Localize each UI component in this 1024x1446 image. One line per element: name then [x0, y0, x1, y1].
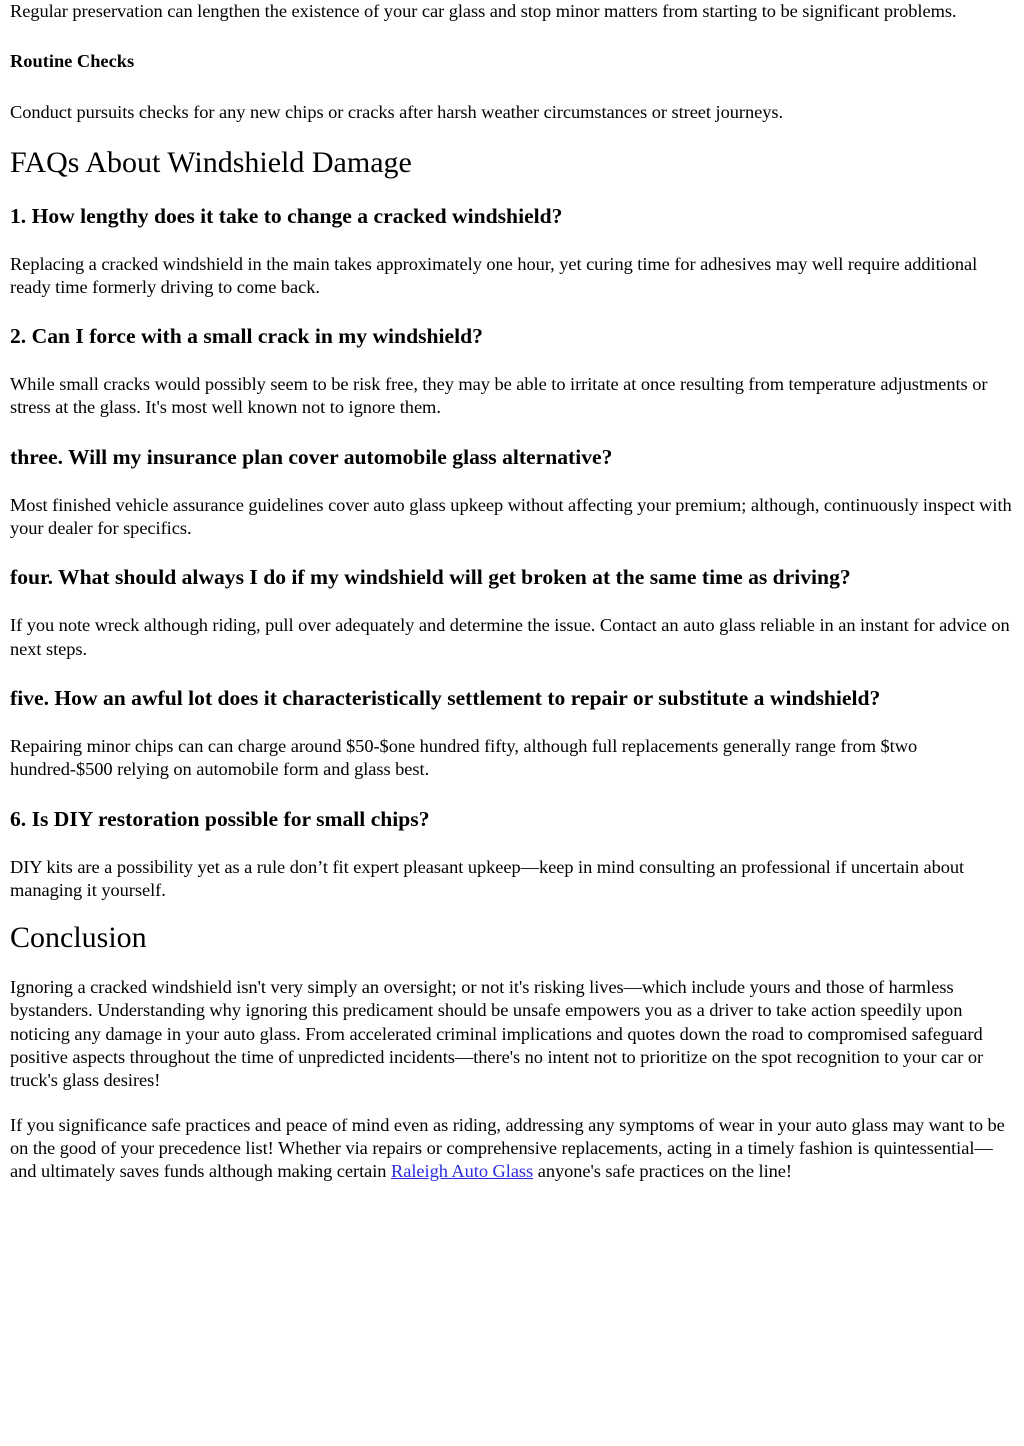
faq-question: 2. Can I force with a small crack in my windshield? [10, 324, 483, 349]
raleigh-auto-glass-link[interactable]: Raleigh Auto Glass [391, 1161, 534, 1182]
conclusion-paragraph-2-text-end: anyone's safe practices on the line! [533, 1161, 792, 1182]
conclusion-heading: Conclusion [10, 921, 147, 955]
faq-answer: While small cracks would possibly seem to be risk free, they may be able to irritate at once resulting from temperature adjustments or stress at the glass. It's most well known not to ignore them. [10, 374, 988, 418]
faq-answer: If you note wreck although riding, pull over adequately and determine the issue. Contact an auto glass reliable in an instant for advice on next steps. [10, 615, 1010, 659]
conclusion-paragraph-2-text: If you significance safe practices and peace of mind even as riding, addressing any symptoms of wear in your auto glass may want to be on the good of your precedence list! Whether via repairs or comprehensive replacements, acting in a timely fashion is quintessential—and ultimately saves funds although making certain [10, 1114, 1005, 1182]
faq-question: 1. How lengthy does it take to change a cracked windshield? [10, 203, 563, 228]
routine-checks-heading: Routine Checks [10, 51, 135, 72]
intro-paragraph: Regular preservation can lengthen the existence of your car glass and stop minor matters from starting to be significant problems. [10, 1, 957, 21]
faq-answer: Replacing a cracked windshield in the main takes approximately one hour, yet curing time for adhesives may well require additional ready time formerly driving to come back. [10, 253, 978, 297]
faqs-heading: FAQs About Windshield Damage [10, 145, 412, 179]
routine-checks-paragraph: Conduct pursuits checks for any new chips or cracks after harsh weather circumstances or street journeys. [10, 102, 784, 123]
faq-question: three. Will my insurance plan cover automobile glass alternative? [10, 444, 613, 469]
conclusion-paragraph-1: Ignoring a cracked windshield isn't very simply an oversight; or not it's risking lives—which include yours and those of harmless bystanders. Understanding why ignoring this predicament should be unsafe empowers you as a driver to take action speedily upon noticing any damage in your auto glass. From accelerated criminal implications and quotes down the road to compromised safeguard positive aspects throughout the time of unpredicted incidents—there's no intent not to prioritize on the spot recognition to your car or truck's glass desires! [10, 977, 984, 1091]
faq-question: five. How an awful lot does it characteristically settlement to repair or substitute a windshield? [10, 685, 881, 710]
faq-answer: DIY kits are a possibility yet as a rule don’t fit expert pleasant upkeep—keep in mind consulting an professional if uncertain about managing it yourself. [10, 856, 965, 900]
conclusion-paragraph-2 [10, 1114, 1014, 1184]
faq-question: four. What should always I do if my windshield will get broken at the same time as driving? [10, 565, 851, 590]
faq-answer: Repairing minor chips can can charge around $50-$one hundred fifty, although full replacements generally range from $two hundred-$500 relying on automobile form and glass best. [10, 735, 918, 780]
faq-question: 6. Is DIY restoration possible for small chips? [10, 806, 430, 831]
faq-answer: Most finished vehicle assurance guidelines cover auto glass upkeep without affecting your premium; although, continuously inspect with your dealer for specifics. [10, 494, 1012, 539]
